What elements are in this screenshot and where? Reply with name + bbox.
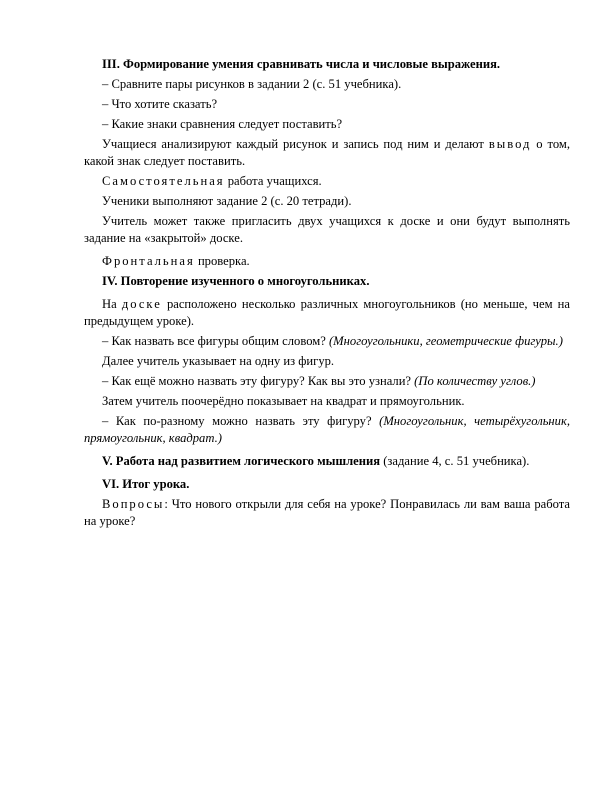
polygons-question-2 [84,373,570,390]
frontal-keyword: Фронтальная [102,254,195,268]
independent-work [84,173,570,190]
independent-text: работа учащихся. [224,174,322,188]
question-3: – Какие знаки сравнения следует поставить? [102,117,343,131]
questions-paragraph [84,496,570,530]
frontal-text: проверка. [194,254,250,268]
then-figure-text: Затем учитель поочерёдно показывает на квадрат и прямоугольник. [102,394,465,408]
polygons-a2-text: (По количеству углов.) [414,374,536,388]
section-5-heading: V. Работа над развитием логического мышления [102,454,381,468]
intro-keyword: доске [121,297,162,311]
polygons-q1-text: – Как назвать все фигуры общим словом? [102,334,329,348]
questions-label: Вопросы [102,497,165,511]
section-6-heading: VI. Итог урока. [102,477,190,491]
polygons-question-3 [84,413,570,447]
question-1: – Сравните пары рисунков в задании 2 (с. 51 учебника). [102,77,402,91]
polygons-question-1 [84,333,570,350]
polygons-q3-text: – Как по-разному можно назвать эту фигуру? [102,414,380,428]
section-3-heading: III. Формирование умения сравнивать числа и числовые выражения. [102,57,501,71]
section-4-heading: IV. Повторение изученного о многоугольниках. [102,274,370,288]
section-5-note: (задание 4, с. 51 учебника). [380,454,530,468]
analysis-text-c: о том, какой знак следует поставить. [84,137,570,168]
polygons-a1-text: (Многоугольники, геометрические фигуры.) [328,334,563,348]
analysis-paragraph [84,136,570,170]
intro-text-c: расположено несколько различных многоугольников (но меньше, чем на предыдущем уроке). [84,297,570,328]
analysis-text-a: Учащиеся анализируют каждый рисунок и запись под ним и делают [102,137,489,151]
document-page [84,56,570,533]
questions-text: : Что нового открыли для себя на уроке? Понравилась ли вам ваша работа на уроке? [84,497,570,528]
intro-text-a: На [102,297,122,311]
board-paragraph: Учитель может также пригласить двух учащихся к доске и они будут выполнять задание на «закрытой» доске. [84,214,570,245]
polygons-a3-text: (Многоугольник, четырёхугольник, прямоугольник, квадрат.) [84,414,571,445]
polygons-intro [84,296,570,330]
independent-keyword: Самостоятельная [102,174,225,188]
polygons-q2-text: – Как ещё можно назвать эту фигуру? Как вы это узнали? [102,374,415,388]
frontal-check [84,253,570,270]
task-2-text: Ученики выполняют задание 2 (с. 20 тетради). [102,194,352,208]
analysis-keyword: вывод [488,137,532,151]
question-2: – Что хотите сказать? [102,97,218,111]
section-5-paragraph [84,453,570,470]
next-figure-text: Далее учитель указывает на одну из фигур. [102,354,335,368]
